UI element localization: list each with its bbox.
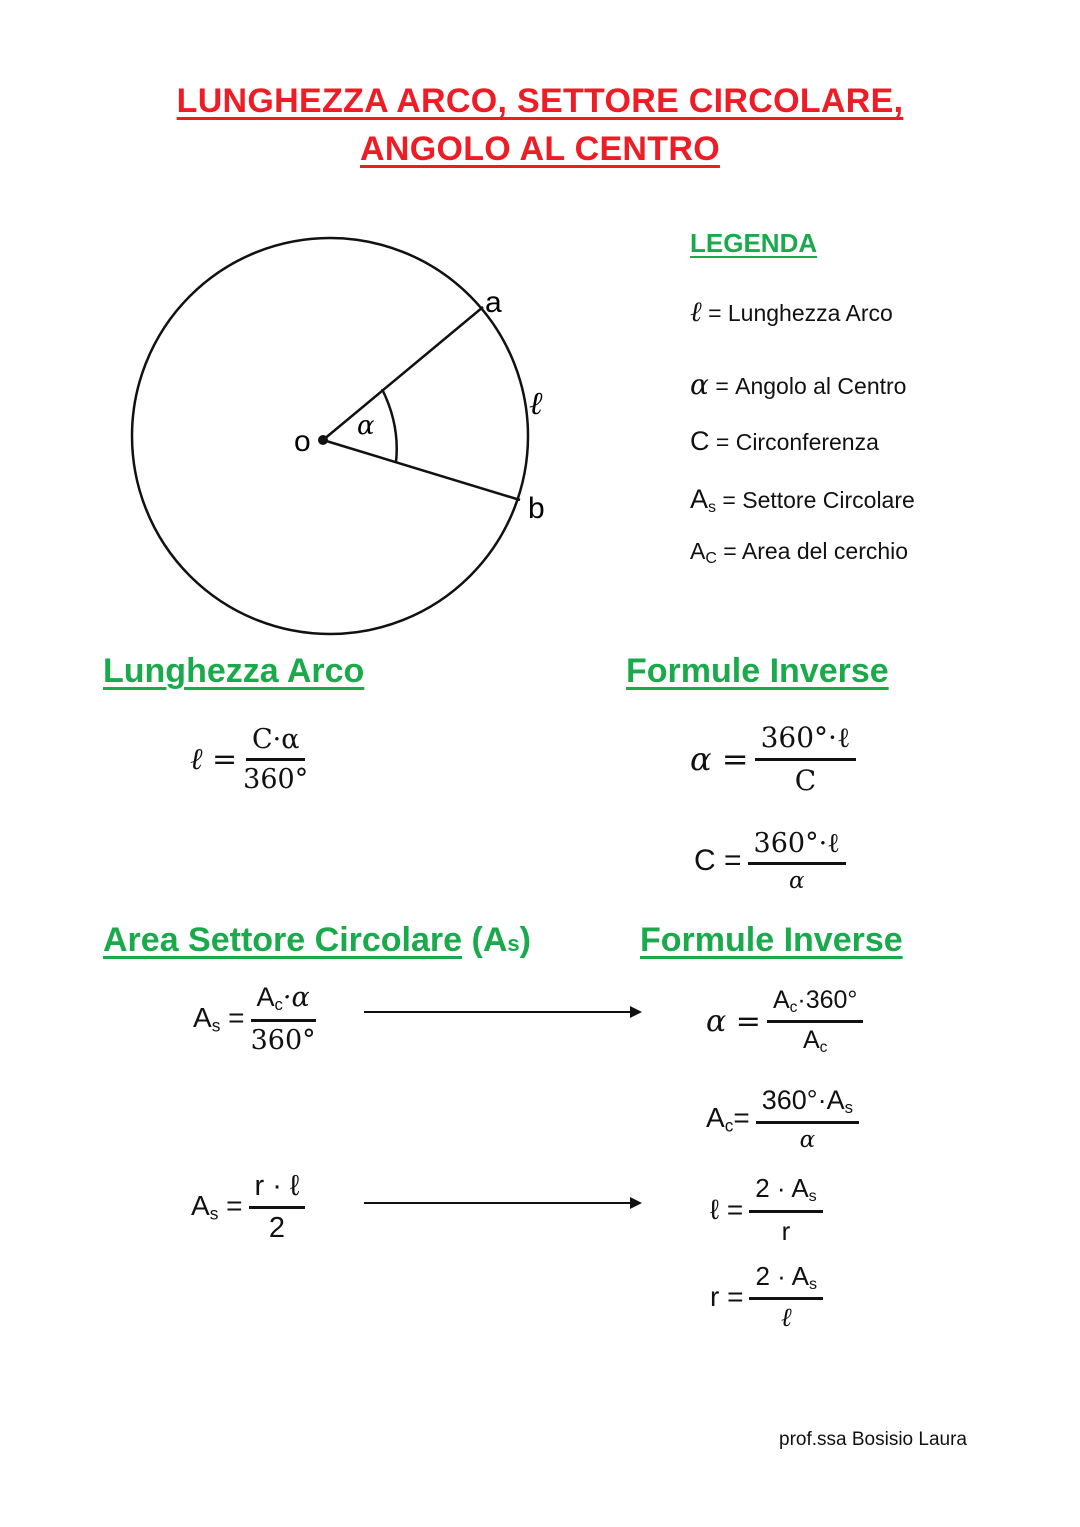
heading-inverse-formulas-1: Formule Inverse xyxy=(626,652,889,690)
denominator-main: A xyxy=(802,1025,820,1054)
fraction xyxy=(249,1170,306,1245)
formula-lhs: α = xyxy=(706,1003,761,1039)
legend-subscript: C xyxy=(705,550,717,567)
numerator: C·α xyxy=(246,724,305,761)
legend-symbol: C xyxy=(690,426,710,456)
author-credit: prof.ssa Bosisio Laura xyxy=(779,1429,967,1450)
radius-oa xyxy=(323,307,483,440)
page-title-line1: LUNGHEZZA ARCO, SETTORE CIRCOLARE, xyxy=(176,82,904,120)
numerator-main: 2 · A xyxy=(755,1173,809,1204)
numerator: 360°·ℓ xyxy=(755,721,857,761)
numerator-subscript: c xyxy=(274,995,283,1015)
angle-label: α xyxy=(357,411,375,441)
numerator-main: A xyxy=(256,982,275,1013)
formula-lhs: C = xyxy=(694,844,742,877)
legend-title: LEGENDA xyxy=(690,228,818,258)
angle-arc xyxy=(382,389,397,462)
heading-sector-sub: s xyxy=(507,931,520,956)
numerator-main: A xyxy=(772,985,790,1014)
circle xyxy=(132,238,528,634)
numerator: 360°·ℓ xyxy=(748,828,847,865)
formula-alpha-from-arc xyxy=(690,718,856,800)
heading-sector-paren-close: ) xyxy=(519,921,531,959)
denominator-subscript: c xyxy=(819,1038,828,1056)
lhs-subscript: s xyxy=(211,1015,221,1036)
numerator-rest: ·α xyxy=(282,982,310,1014)
numerator-main: 360°·A xyxy=(761,1084,845,1115)
numerator xyxy=(251,982,316,1021)
numerator-subscript: s xyxy=(808,1275,818,1293)
heading-sector-area xyxy=(103,921,531,960)
legend-symbol: α xyxy=(690,368,709,401)
heading-arc-length: Lunghezza Arco xyxy=(103,652,365,690)
lhs-equals: = xyxy=(226,1189,243,1221)
denominator: 2 xyxy=(268,1211,285,1244)
formula-l-from-sector xyxy=(710,1170,823,1250)
lhs-main: A xyxy=(191,1189,210,1221)
radius-ob xyxy=(323,440,520,500)
formula-alpha-from-sector xyxy=(706,982,863,1060)
heading-inverse-formulas-2: Formule Inverse xyxy=(640,921,903,959)
legend-symbol: A xyxy=(690,484,709,514)
numerator-main: 2 · A xyxy=(755,1260,809,1291)
numerator xyxy=(767,986,863,1023)
denominator xyxy=(803,1023,827,1057)
legend-item-circumference xyxy=(690,426,879,457)
numerator: r · ℓ xyxy=(249,1170,306,1209)
lhs-equals: = xyxy=(733,1101,750,1133)
fraction xyxy=(243,724,308,795)
point-b-label: b xyxy=(528,492,545,525)
heading-sector-area-text: Area Settore Circolare xyxy=(103,921,463,959)
numerator-rest: ·360° xyxy=(797,985,858,1014)
formula-lhs: r = xyxy=(710,1281,744,1312)
numerator-subscript: c xyxy=(789,998,798,1016)
numerator xyxy=(749,1173,823,1212)
formula-arc-length xyxy=(190,720,308,798)
numerator xyxy=(756,1085,859,1124)
denominator: C xyxy=(794,764,817,797)
lhs-subscript: s xyxy=(209,1203,219,1224)
legend-text: = Settore Circolare xyxy=(722,487,915,513)
legend-text: = Angolo al Centro xyxy=(715,373,907,399)
fraction xyxy=(251,982,316,1055)
denominator: ℓ xyxy=(780,1303,792,1333)
formula-ac-from-sector xyxy=(706,1078,859,1160)
formula-lhs xyxy=(193,1002,245,1036)
denominator: α xyxy=(789,868,805,894)
lhs-main: A xyxy=(706,1101,725,1133)
formula-r-from-sector xyxy=(710,1256,823,1338)
lhs-main: A xyxy=(193,1001,212,1033)
fraction xyxy=(767,986,863,1057)
formula-lhs: ℓ = xyxy=(190,741,238,777)
legend-item-circle-area xyxy=(690,538,908,568)
lhs-subscript: c xyxy=(724,1115,734,1136)
arrow-right-icon xyxy=(362,1002,644,1022)
page-title-line2: ANGOLO AL CENTRO xyxy=(360,130,720,168)
arc-label: ℓ xyxy=(529,384,543,422)
legend-symbol: ℓ xyxy=(690,295,702,328)
legend-text: = Lunghezza Arco xyxy=(708,300,893,326)
formula-c-from-arc xyxy=(694,820,846,902)
legend-item-arc-length xyxy=(690,295,893,329)
denominator: α xyxy=(799,1127,816,1154)
formula-sector-area-1 xyxy=(193,980,316,1058)
fraction xyxy=(756,1085,859,1153)
legend-symbol: A xyxy=(690,538,706,564)
formula-lhs xyxy=(706,1102,750,1136)
fraction xyxy=(755,721,857,797)
fraction xyxy=(749,1173,823,1246)
formula-lhs xyxy=(191,1190,243,1224)
formula-sector-area-2 xyxy=(191,1166,305,1248)
circle-sector-diagram xyxy=(120,225,580,645)
denominator: 360° xyxy=(250,1024,316,1056)
numerator xyxy=(749,1261,823,1300)
formula-lhs: α = xyxy=(690,740,749,778)
legend-item-central-angle xyxy=(690,368,906,401)
fraction xyxy=(748,828,847,894)
arrow-right-icon xyxy=(362,1193,644,1213)
numerator-subscript: s xyxy=(844,1098,853,1118)
heading-sector-paren-open: (A xyxy=(471,921,508,959)
formula-lhs: ℓ = xyxy=(710,1194,744,1225)
point-a-label: a xyxy=(485,286,502,319)
center-point xyxy=(318,435,328,445)
center-label: o xyxy=(294,425,311,458)
lhs-equals: = xyxy=(228,1001,245,1033)
legend-item-sector xyxy=(690,484,915,517)
legend-subscript: s xyxy=(708,499,717,516)
denominator: r xyxy=(781,1215,791,1246)
denominator: 360° xyxy=(243,763,309,795)
numerator-subscript: s xyxy=(808,1187,817,1206)
fraction xyxy=(749,1261,823,1333)
legend-text: = Circonferenza xyxy=(715,429,879,455)
legend-text: = Area del cerchio xyxy=(723,538,909,564)
